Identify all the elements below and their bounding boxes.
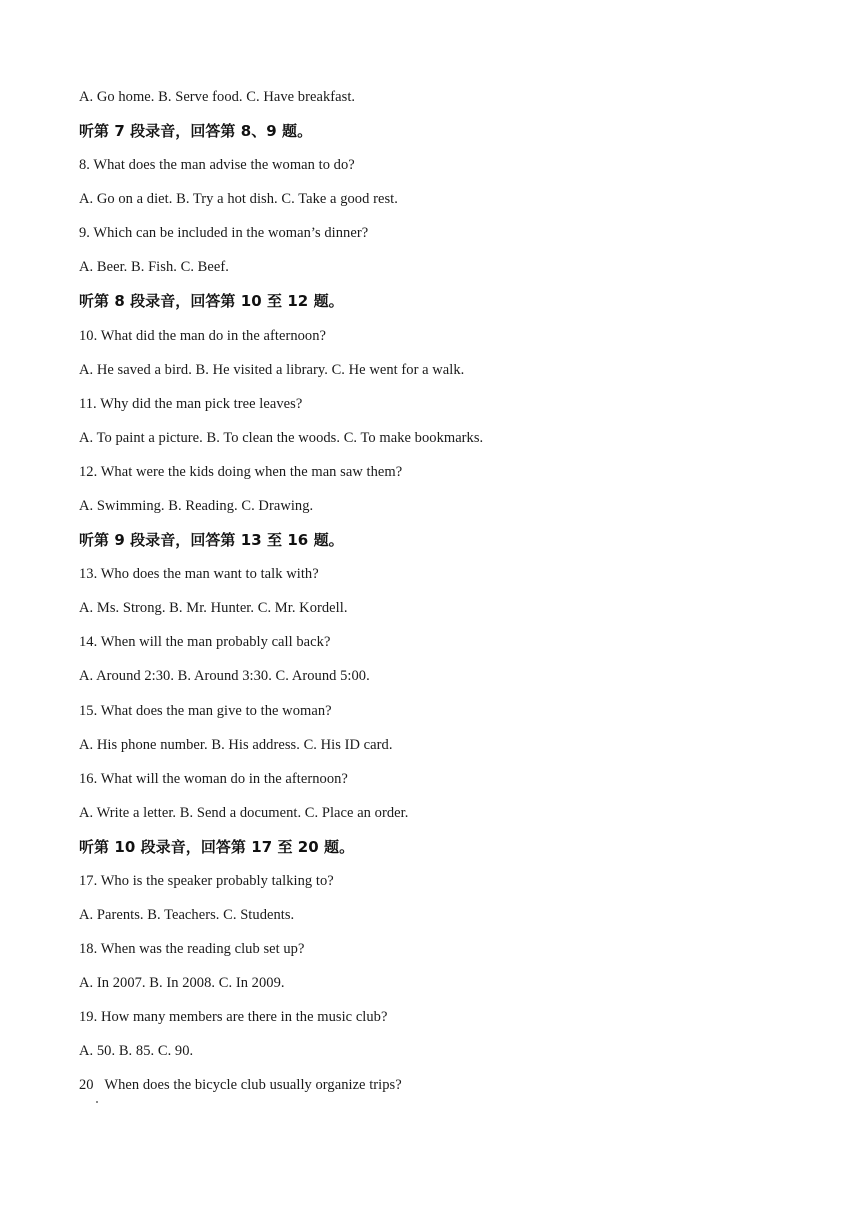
- question-8: 8. What does the man advise the woman to do?: [79, 157, 355, 173]
- answer-options-14: A. Around 2:30. B. Around 3:30. C. Around 5:00.: [79, 668, 370, 684]
- question-19: 19. How many members are there in the music club?: [79, 1009, 388, 1025]
- question-18: 18. When was the reading club set up?: [79, 941, 305, 957]
- question-13: 13. Who does the man want to talk with?: [79, 566, 319, 582]
- answer-options-9: A. Beer. B. Fish. C. Beef.: [79, 259, 229, 275]
- section-heading-8: 听第 8 段录音，回答第 10 至 12 题。: [79, 292, 344, 310]
- section-heading-7: 听第 7 段录音，回答第 8、9 题。: [79, 122, 313, 140]
- answer-options-13: A. Ms. Strong. B. Mr. Hunter. C. Mr. Kordell.: [79, 600, 348, 616]
- answer-options-12: A. Swimming. B. Reading. C. Drawing.: [79, 498, 314, 514]
- question-15: 15. What does the man give to the woman?: [79, 703, 332, 719]
- question-16: 16. What will the woman do in the afternoon?: [79, 771, 348, 787]
- section-heading-10: 听第 10 段录音，回答第 17 至 20 题。: [79, 838, 355, 856]
- section-heading-9: 听第 9 段录音，回答第 13 至 16 题。: [79, 531, 344, 549]
- question-17: 17. Who is the speaker probably talking to?: [79, 873, 334, 889]
- answer-options-18: A. In 2007. B. In 2008. C. In 2009.: [79, 975, 285, 991]
- question-9: 9. Which can be included in the woman’s dinner?: [79, 225, 369, 241]
- question-14: 14. When will the man probably call back?: [79, 634, 331, 650]
- answer-options-7: A. Go home. B. Serve food. C. Have breakfast.: [79, 89, 356, 105]
- question-20: 20 When does the bicycle club usually organize trips?: [79, 1077, 402, 1093]
- question-10: 10. What did the man do in the afternoon?: [79, 328, 327, 344]
- question-12: 12. What were the kids doing when the man saw them?: [79, 464, 403, 480]
- question-11: 11. Why did the man pick tree leaves?: [79, 396, 303, 412]
- answer-options-19: A. 50. B. 85. C. 90.: [79, 1043, 194, 1059]
- answer-options-17: A. Parents. B. Teachers. C. Students.: [79, 907, 295, 923]
- answer-options-8: A. Go on a diet. B. Try a hot dish. C. Take a good rest.: [79, 191, 398, 207]
- answer-options-15: A. His phone number. B. His address. C. His ID card.: [79, 737, 393, 753]
- answer-options-10: A. He saved a bird. B. He visited a library. C. He went for a walk.: [79, 362, 465, 378]
- answer-options-11: A. To paint a picture. B. To clean the woods. C. To make bookmarks.: [79, 430, 484, 446]
- answer-options-16: A. Write a letter. B. Send a document. C. Place an order.: [79, 805, 409, 821]
- scan-speck: [96, 1101, 98, 1103]
